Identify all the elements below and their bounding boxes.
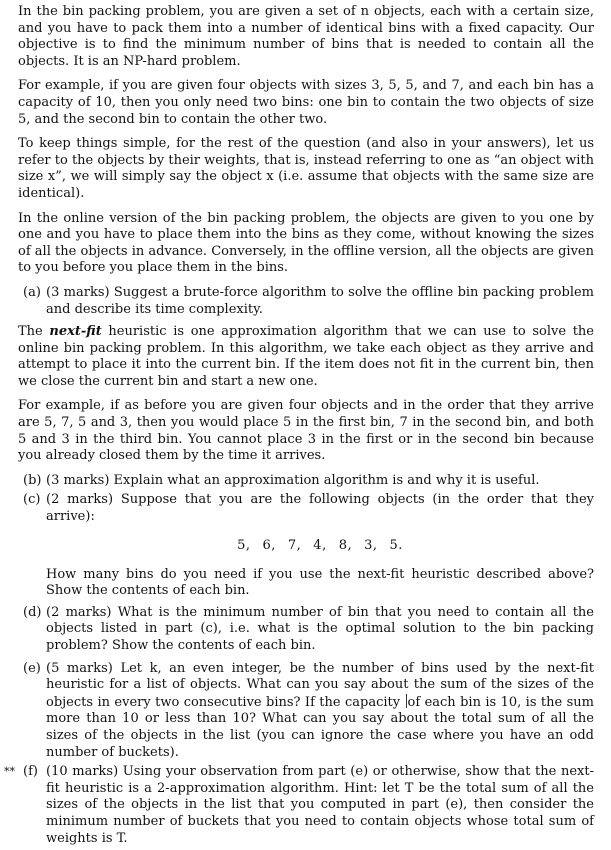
next-fit-post: heuristic is one approximation algorithm that we can use to solve the online bin packing problem. In this algorithm, we take each object as they arrive and attempt to place it into the current bin. If the item does not fit in the current bin, then we close the current bin and start a new one. xyxy=(18,324,594,389)
question-f xyxy=(4,764,594,847)
intro-paragraph-1: In the bin packing problem, you are given a set of n objects, each with a certain size, and you have to pack them into a number of identical bins with a fixed capacity. Our objective is to find the minimum number of bins that is needed to contain all the objects. It is an NP-hard problem. xyxy=(18,4,594,69)
text-cursor xyxy=(406,694,407,708)
question-f-label: (f) xyxy=(23,764,38,780)
sequence-item: 8, xyxy=(338,537,353,553)
question-b-text: (3 marks) Explain what an approximation algorithm is and why it is useful. xyxy=(46,472,540,488)
sequence-item: 4, xyxy=(313,537,327,553)
sequence-item: 7, xyxy=(287,537,302,553)
intro-paragraph-3: To keep things simple, for the rest of the question (and also in your answers), let us refer to the objects by their weights, that is, instead referring to one as “an object with size x”, we will simply say the object x (i.e. assume that objects with the same size are identical). xyxy=(18,136,594,201)
question-document xyxy=(4,4,595,850)
question-c-followup: How many bins do you need if you use the next-fit heuristic described above? Show the contents of each bin. xyxy=(46,566,594,599)
intro-paragraph-4: In the online version of the bin packing problem, the objects are given to you one by one and you have to place them into the bins as they come, without knowing the sizes of all the objects in advance. Conversely, in the offline version, all the objects are given to you before you place them in the bins. xyxy=(18,210,594,276)
next-fit-paragraph xyxy=(18,324,594,390)
sequence-item: 6, xyxy=(262,537,276,553)
question-c xyxy=(18,492,594,525)
difficulty-stars: ** xyxy=(4,765,15,779)
question-e-text xyxy=(46,661,594,762)
question-c-label: (c) xyxy=(23,492,41,508)
example-paragraph: For example, if as before you are given four objects and in the order that they arrive are 5, 7, 5 and 3, then you would place 5 in the first bin, 7 in the second bin, and both 5 and 3 in the third bin. You cannot place 3 in the first or in the second bin because you already closed them by the time it arrives. xyxy=(18,398,594,464)
sequence-item: 5, xyxy=(237,537,251,553)
sequence-item: 5. xyxy=(389,537,403,553)
question-f-text: (10 marks) Using your observation from part (e) or otherwise, show that the next-fit heuristic is a 2-approximation algorithm. Hint: let T be the total sum of all the sizes of the objects in the list that you computed in part (e), then consider the minimum number of buckets that you need to contain objects whose total sum of weights is T. xyxy=(46,764,594,846)
question-b xyxy=(18,473,594,490)
question-b-label: (b) xyxy=(23,472,42,488)
sequence-item: 3, xyxy=(364,537,378,553)
question-a xyxy=(18,285,594,318)
question-d-label: (d) xyxy=(23,604,42,620)
question-c-text: (2 marks) Suppose that you are the following objects (in the order that they arrive): xyxy=(46,492,594,525)
question-d-text: (2 marks) What is the minimum number of bin that you need to contain all the objects listed in part (c), i.e. what is the optimal solution to the bin packing problem? Show the contents of each bin. xyxy=(46,604,594,653)
question-e-label: (e) xyxy=(23,660,41,676)
object-sequence xyxy=(46,538,594,553)
question-e xyxy=(18,661,594,762)
question-e-text-before: (5 marks) Let k, an even integer, be the number of bins used by the next-fit heuristic for a list of objects. What can you say about the sum of the sizes of the objects in every two consecutive bins? If the capacity xyxy=(46,660,594,710)
next-fit-term: next-fit xyxy=(49,324,102,340)
question-e-text-after: of each bin is 10, is the sum more than 10 or less than 10? What can you say about the total sum of all the sizes of the objects in the list (you can ignore the case where you have an odd number of buckets). xyxy=(46,694,595,760)
question-a-label: (a) xyxy=(23,284,41,300)
next-fit-pre: The xyxy=(18,324,50,340)
intro-paragraph-2: For example, if you are given four objects with sizes 3, 5, 5, and 7, and each bin has a capacity of 10, then you only need two bins: one bin to contain the two objects of size 5, and the second bin to contain the other two. xyxy=(18,78,594,127)
question-d xyxy=(18,605,594,655)
question-a-text: (3 marks) Suggest a brute-force algorithm to solve the offline bin packing problem and describe its time complexity. xyxy=(46,284,594,317)
